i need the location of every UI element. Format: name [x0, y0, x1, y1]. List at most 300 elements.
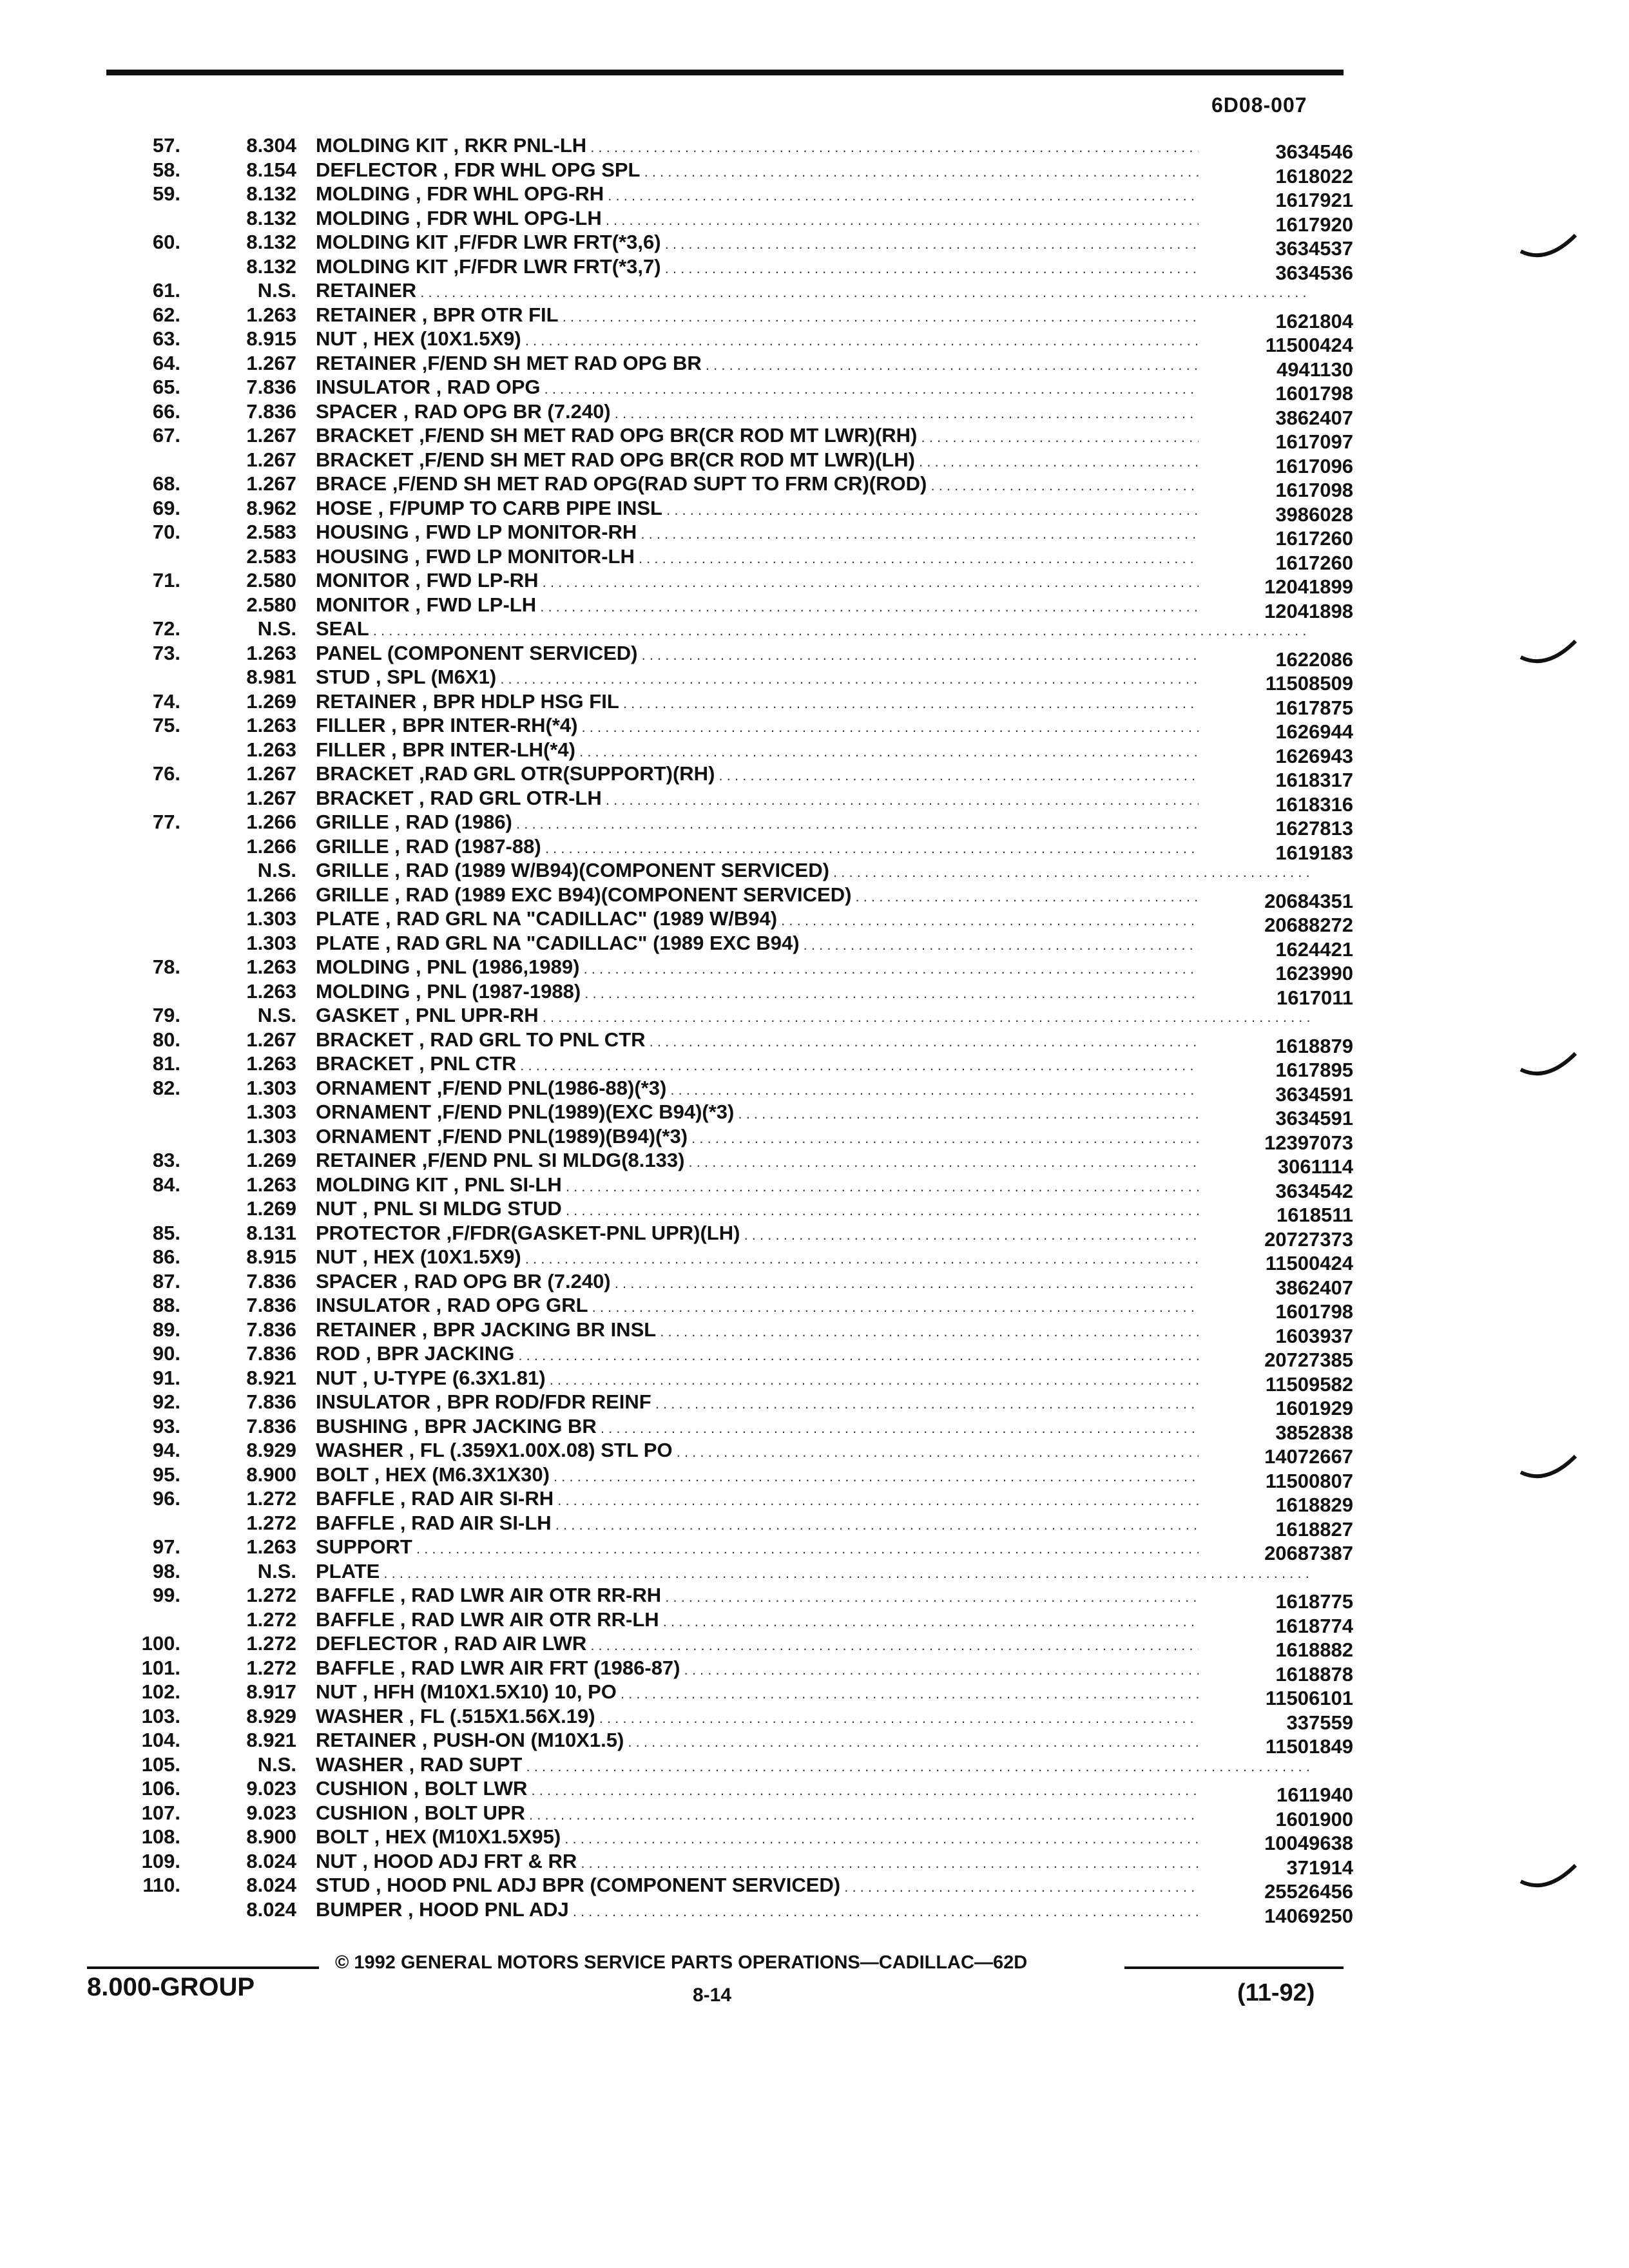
- table-row: [103, 1849, 1360, 1879]
- table-row: [103, 617, 1360, 642]
- table-row: [103, 279, 1360, 303]
- item-number: 79.: [152, 1004, 180, 1026]
- group-number: 8.921: [246, 1366, 296, 1389]
- group-number: 1.266: [246, 834, 296, 858]
- part-description: NUT , PNL SI MLDG STUD . . .: [316, 1197, 1311, 1220]
- part-number: 1617895: [1199, 1059, 1353, 1082]
- item-number: 101.: [141, 1656, 180, 1679]
- item-number: 100.: [141, 1632, 180, 1655]
- group-number: N.S.: [257, 1004, 296, 1026]
- item-number: 82.: [152, 1076, 180, 1099]
- part-description: BAFFLE , RAD AIR SI-LH . . .: [316, 1512, 1311, 1535]
- group-number: 1.272: [246, 1487, 296, 1510]
- part-number: 11501849: [1199, 1735, 1353, 1758]
- group-number: 7.836: [246, 399, 296, 423]
- item-number: 77.: [152, 811, 180, 833]
- part-description: BRACKET ,F/END SH MET RAD OPG BR(CR ROD MT LWR)(RH) . . .: [316, 424, 1311, 447]
- table-row: [103, 1777, 1360, 1806]
- part-number: 12397073: [1199, 1131, 1353, 1155]
- part-number: 10049638: [1199, 1832, 1353, 1855]
- part-description: WASHER , RAD SUPT . . .: [316, 1753, 1311, 1776]
- part-description: BRACKET , RAD GRL TO PNL CTR . . .: [316, 1028, 1311, 1052]
- part-description: MONITOR , FWD LP-LH . . .: [316, 593, 1311, 617]
- part-description: DEFLECTOR , FDR WHL OPG SPL . . .: [316, 159, 1311, 182]
- group-number: 1.263: [246, 303, 296, 326]
- part-description: NUT , HEX (10X1.5X9) . . .: [316, 327, 1311, 351]
- part-number: 20727373: [1199, 1228, 1353, 1251]
- footer-rule-right: [1124, 1966, 1344, 1969]
- item-number: 97.: [152, 1535, 180, 1558]
- part-number: 1617921: [1199, 189, 1353, 212]
- item-number: 73.: [152, 641, 180, 664]
- part-description: GRILLE , RAD (1987-88) . . .: [316, 835, 1311, 858]
- part-description: STUD , SPL (M6X1) . . .: [316, 666, 1311, 689]
- part-description: MOLDING , PNL (1987-1988) . . .: [316, 980, 1311, 1003]
- part-description: BAFFLE , RAD LWR AIR FRT (1986-87) . . .: [316, 1657, 1311, 1680]
- group-number: 8.915: [246, 1245, 296, 1268]
- part-number: 1618022: [1199, 165, 1353, 188]
- part-number: 1617260: [1199, 552, 1353, 575]
- item-number: 64.: [152, 351, 180, 374]
- item-number: 99.: [152, 1584, 180, 1606]
- part-number: 1618775: [1199, 1590, 1353, 1613]
- item-number: 58.: [152, 158, 180, 181]
- group-number: 1.269: [246, 689, 296, 713]
- group-number: 1.267: [246, 762, 296, 785]
- table-row: [103, 1584, 1360, 1613]
- part-description: SPACER , RAD OPG BR (7.240) . . .: [316, 400, 1311, 423]
- part-description: NUT , HFH (M10X1.5X10) 10, PO . . .: [316, 1680, 1311, 1704]
- part-description: INSULATOR , BPR ROD/FDR REINF . . .: [316, 1390, 1311, 1414]
- part-number: 14069250: [1199, 1905, 1353, 1928]
- table-row: [103, 1052, 1360, 1081]
- group-number: 9.023: [246, 1801, 296, 1824]
- table-row: [103, 1825, 1360, 1854]
- group-number: 8.154: [246, 158, 296, 181]
- part-description: RETAINER ,F/END PNL SI MLDG(8.133) . . .: [316, 1149, 1311, 1172]
- table-row: [103, 1414, 1360, 1444]
- item-number: 95.: [152, 1463, 180, 1486]
- part-number: 1603937: [1199, 1325, 1353, 1348]
- item-number: 57.: [152, 134, 180, 157]
- part-description: MOLDING , FDR WHL OPG-RH . . .: [316, 182, 1311, 206]
- table-row: [103, 231, 1360, 260]
- item-number: 75.: [152, 714, 180, 736]
- part-number: 1618827: [1199, 1518, 1353, 1541]
- table-row: [103, 641, 1360, 671]
- group-number: 8.929: [246, 1439, 296, 1461]
- table-row: [103, 1463, 1360, 1492]
- group-number: N.S.: [257, 859, 296, 881]
- part-number: 1601798: [1199, 382, 1353, 405]
- part-number: 11506101: [1199, 1687, 1353, 1710]
- part-description: HOSE , F/PUMP TO CARB PIPE INSL . . .: [316, 497, 1311, 520]
- group-number: 7.836: [246, 1318, 296, 1341]
- table-row: [103, 521, 1360, 550]
- part-description: BAFFLE , RAD LWR AIR OTR RR-LH . . .: [316, 1608, 1311, 1631]
- group-number: 9.023: [246, 1777, 296, 1800]
- table-row: [103, 327, 1360, 356]
- part-description: HOUSING , FWD LP MONITOR-LH . . .: [316, 545, 1311, 568]
- table-row: [103, 1511, 1360, 1541]
- item-number: 103.: [141, 1704, 180, 1727]
- table-row: [103, 1294, 1360, 1323]
- part-description: MOLDING KIT ,F/FDR LWR FRT(*3,6) . . .: [316, 231, 1311, 254]
- part-description: FILLER , BPR INTER-LH(*4) . . .: [316, 738, 1311, 762]
- part-number: 3061114: [1199, 1155, 1353, 1178]
- item-number: 90.: [152, 1342, 180, 1365]
- part-number: 20727385: [1199, 1349, 1353, 1372]
- footer-copyright: © 1992 GENERAL MOTORS SERVICE PARTS OPERATIONS—CADILLAC—62D: [335, 1952, 1028, 1973]
- item-number: 67.: [152, 424, 180, 447]
- part-description: DEFLECTOR , RAD AIR LWR . . .: [316, 1632, 1311, 1655]
- part-description: PROTECTOR ,F/FDR(GASKET-PNL UPR)(LH) . . .: [316, 1222, 1311, 1245]
- group-number: 7.836: [246, 1269, 296, 1293]
- table-row: [103, 544, 1360, 574]
- table-row: [103, 1197, 1360, 1226]
- part-description: PLATE . . .: [316, 1560, 1311, 1583]
- part-number: 1627813: [1199, 817, 1353, 840]
- group-number: 7.836: [246, 1342, 296, 1365]
- table-row: [103, 1100, 1360, 1129]
- group-number: N.S.: [257, 1753, 296, 1776]
- group-number: 1.263: [246, 714, 296, 736]
- item-number: 94.: [152, 1439, 180, 1461]
- group-number: 8.024: [246, 1898, 296, 1921]
- table-row: [103, 376, 1360, 405]
- item-number: 85.: [152, 1221, 180, 1244]
- part-description: GRILLE , RAD (1989 EXC B94)(COMPONENT SERVICED) . . .: [316, 883, 1311, 907]
- group-number: 1.269: [246, 1197, 296, 1220]
- table-row: [103, 1560, 1360, 1584]
- part-description: SEAL . . .: [316, 617, 1311, 640]
- table-row: [103, 1028, 1360, 1057]
- part-number: 11509582: [1199, 1373, 1353, 1396]
- table-row: [103, 399, 1360, 429]
- part-number: 1618879: [1199, 1035, 1353, 1058]
- table-row: [103, 714, 1360, 743]
- item-number: 107.: [141, 1801, 180, 1824]
- part-description: BRACE ,F/END SH MET RAD OPG(RAD SUPT TO FRM CR)(ROD) . . .: [316, 472, 1311, 495]
- item-number: 74.: [152, 689, 180, 713]
- table-row: [103, 1680, 1360, 1709]
- binder-hole-mark: [1518, 1859, 1579, 1898]
- item-number: 69.: [152, 496, 180, 519]
- table-row: [103, 1173, 1360, 1202]
- item-number: 109.: [141, 1849, 180, 1872]
- group-number: 1.303: [246, 1124, 296, 1148]
- part-description: PLATE , RAD GRL NA "CADILLAC" (1989 EXC B94) . . .: [316, 932, 1311, 955]
- part-number: 1617098: [1199, 479, 1353, 502]
- table-row: [103, 1076, 1360, 1106]
- item-number: 86.: [152, 1245, 180, 1268]
- part-description: NUT , U-TYPE (6.3X1.81) . . .: [316, 1367, 1311, 1390]
- part-number: 1617260: [1199, 527, 1353, 550]
- group-number: 8.132: [246, 231, 296, 253]
- part-number: 20688272: [1199, 914, 1353, 937]
- footer-rule-left: [87, 1966, 319, 1969]
- table-row: [103, 762, 1360, 791]
- group-number: 2.580: [246, 593, 296, 616]
- part-description: RETAINER . . .: [316, 279, 1311, 302]
- table-row: [103, 1318, 1360, 1347]
- group-number: 8.132: [246, 182, 296, 205]
- part-description: BAFFLE , RAD LWR AIR OTR RR-RH . . .: [316, 1584, 1311, 1607]
- table-row: [103, 134, 1360, 163]
- table-row: [103, 424, 1360, 453]
- table-row: [103, 496, 1360, 526]
- part-number: 1617875: [1199, 697, 1353, 720]
- part-number: 11500424: [1199, 334, 1353, 357]
- binder-hole-mark: [1518, 229, 1579, 267]
- table-row: [103, 907, 1360, 936]
- part-description: RETAINER ,F/END SH MET RAD OPG BR . . .: [316, 352, 1311, 375]
- table-row: [103, 1801, 1360, 1831]
- part-description: GRILLE , RAD (1986) . . .: [316, 811, 1311, 834]
- group-number: 1.272: [246, 1608, 296, 1631]
- group-number: 1.272: [246, 1511, 296, 1534]
- group-number: 1.263: [246, 1052, 296, 1075]
- part-number: 1618511: [1199, 1204, 1353, 1227]
- item-number: 87.: [152, 1269, 180, 1293]
- item-number: 110.: [142, 1874, 180, 1896]
- part-number: 1618316: [1199, 793, 1353, 816]
- table-row: [103, 859, 1360, 883]
- item-number: 63.: [152, 327, 180, 350]
- item-number: 80.: [152, 1028, 180, 1051]
- table-row: [103, 1221, 1360, 1251]
- table-row: [103, 303, 1360, 332]
- group-number: 1.263: [246, 1535, 296, 1558]
- part-description: RETAINER , BPR JACKING BR INSL . . .: [316, 1318, 1311, 1341]
- part-number: 1624421: [1199, 938, 1353, 961]
- table-row: [103, 1439, 1360, 1468]
- table-row: [103, 1366, 1360, 1396]
- part-description: CUSHION , BOLT UPR . . .: [316, 1802, 1311, 1825]
- part-number: 1621804: [1199, 310, 1353, 333]
- table-row: [103, 786, 1360, 816]
- part-number: 11508509: [1199, 672, 1353, 695]
- part-description: SPACER , RAD OPG BR (7.240) . . .: [316, 1270, 1311, 1293]
- group-number: 8.962: [246, 496, 296, 519]
- table-row: [103, 956, 1360, 985]
- document-code: 6D08-007: [1211, 93, 1307, 117]
- binder-hole-mark: [1518, 1047, 1579, 1086]
- group-number: 1.263: [246, 1173, 296, 1196]
- item-number: 88.: [152, 1294, 180, 1316]
- part-description: MOLDING , FDR WHL OPG-LH . . .: [316, 207, 1311, 230]
- group-number: 1.303: [246, 907, 296, 930]
- group-number: 1.263: [246, 641, 296, 664]
- table-row: [103, 1874, 1360, 1903]
- part-number: 3986028: [1199, 503, 1353, 526]
- footer-date: (11-92): [1237, 1979, 1315, 2006]
- top-rule: [106, 70, 1344, 75]
- part-description: NUT , HEX (10X1.5X9) . . .: [316, 1245, 1311, 1269]
- group-number: 1.303: [246, 1076, 296, 1099]
- table-row: [103, 931, 1360, 961]
- group-number: 7.836: [246, 1294, 296, 1316]
- part-number: 3634542: [1199, 1180, 1353, 1203]
- table-row: [103, 1390, 1360, 1419]
- part-number: 1618878: [1199, 1663, 1353, 1686]
- part-number: 11500807: [1199, 1470, 1353, 1493]
- group-number: 7.836: [246, 1414, 296, 1437]
- part-number: 1618829: [1199, 1494, 1353, 1517]
- table-row: [103, 1729, 1360, 1758]
- item-number: 81.: [152, 1052, 180, 1075]
- group-number: 1.267: [246, 1028, 296, 1051]
- item-number: 60.: [152, 231, 180, 253]
- part-description: HOUSING , FWD LP MONITOR-RH . . .: [316, 521, 1311, 544]
- part-description: INSULATOR , RAD OPG . . .: [316, 376, 1311, 399]
- table-row: [103, 206, 1360, 236]
- part-number: 1601798: [1199, 1300, 1353, 1323]
- part-number: 1601900: [1199, 1808, 1353, 1831]
- table-row: [103, 182, 1360, 211]
- footer-group: 8.000-GROUP: [87, 1973, 255, 2001]
- table-row: [103, 351, 1360, 381]
- table-row: [103, 1656, 1360, 1686]
- group-number: 8.900: [246, 1825, 296, 1848]
- group-number: 1.267: [246, 424, 296, 447]
- page-number: 8-14: [693, 1984, 732, 2006]
- group-number: 1.263: [246, 738, 296, 761]
- table-row: [103, 1487, 1360, 1516]
- part-number: 4941130: [1199, 358, 1353, 381]
- part-number: 3634536: [1199, 262, 1353, 285]
- part-number: 11500424: [1199, 1252, 1353, 1275]
- group-number: 8.131: [246, 1221, 296, 1244]
- part-description: BRACKET ,F/END SH MET RAD OPG BR(CR ROD MT LWR)(LH) . . .: [316, 448, 1311, 472]
- part-number: 1619183: [1199, 841, 1353, 865]
- item-number: 104.: [141, 1729, 180, 1751]
- item-number: 65.: [152, 376, 180, 398]
- group-number: N.S.: [257, 1559, 296, 1582]
- part-description: MOLDING KIT ,F/FDR LWR FRT(*3,7) . . .: [316, 255, 1311, 278]
- item-number: 98.: [152, 1559, 180, 1582]
- item-number: 61.: [152, 279, 180, 302]
- parts-list: [103, 134, 1360, 1927]
- table-row: [103, 1535, 1360, 1564]
- part-number: 371914: [1199, 1856, 1353, 1879]
- table-row: [103, 593, 1360, 622]
- part-number: 3862407: [1199, 1276, 1353, 1300]
- part-description: ORNAMENT ,F/END PNL(1986-88)(*3) . . .: [316, 1077, 1311, 1100]
- part-description: BAFFLE , RAD AIR SI-RH . . .: [316, 1487, 1311, 1510]
- part-description: SUPPORT . . .: [316, 1535, 1311, 1559]
- part-description: ORNAMENT ,F/END PNL(1989)(EXC B94)(*3) . . .: [316, 1100, 1311, 1124]
- part-number: 1617096: [1199, 455, 1353, 478]
- table-row: [103, 883, 1360, 912]
- part-number: 1617097: [1199, 430, 1353, 454]
- part-number: 20687387: [1199, 1542, 1353, 1565]
- item-number: 84.: [152, 1173, 180, 1196]
- part-description: MOLDING , PNL (1986,1989) . . .: [316, 956, 1311, 979]
- part-number: 20684351: [1199, 890, 1353, 913]
- group-number: 8.024: [246, 1849, 296, 1872]
- table-row: [103, 1608, 1360, 1637]
- item-number: 62.: [152, 303, 180, 326]
- part-description: WASHER , FL (.359X1.00X.08) STL PO . . .: [316, 1439, 1311, 1462]
- table-row: [103, 472, 1360, 501]
- part-description: MOLDING KIT , RKR PNL-LH . . .: [316, 134, 1311, 157]
- part-number: 1618317: [1199, 769, 1353, 792]
- part-number: 1622086: [1199, 648, 1353, 671]
- table-row: [103, 158, 1360, 187]
- table-row: [103, 834, 1360, 864]
- group-number: 1.263: [246, 979, 296, 1003]
- part-description: RETAINER , BPR OTR FIL . . .: [316, 303, 1311, 327]
- group-number: N.S.: [257, 279, 296, 302]
- item-number: 71.: [152, 569, 180, 591]
- part-description: BUSHING , BPR JACKING BR . . .: [316, 1415, 1311, 1438]
- item-number: 59.: [152, 182, 180, 205]
- table-row: [103, 1704, 1360, 1734]
- group-number: 1.263: [246, 956, 296, 978]
- table-row: [103, 1753, 1360, 1778]
- group-number: 1.269: [246, 1149, 296, 1171]
- part-number: 3634537: [1199, 237, 1353, 260]
- group-number: 8.929: [246, 1704, 296, 1727]
- part-number: 1618774: [1199, 1615, 1353, 1638]
- group-number: 8.304: [246, 134, 296, 157]
- table-row: [103, 979, 1360, 1009]
- part-description: BRACKET , PNL CTR . . .: [316, 1052, 1311, 1075]
- binder-hole-mark: [1518, 635, 1579, 673]
- table-row: [103, 448, 1360, 477]
- item-number: 102.: [141, 1680, 180, 1703]
- part-number: 25526456: [1199, 1880, 1353, 1903]
- group-number: 1.267: [246, 472, 296, 495]
- part-number: 1623990: [1199, 962, 1353, 985]
- part-description: ROD , BPR JACKING . . .: [316, 1342, 1311, 1365]
- part-number: 1617011: [1199, 986, 1353, 1010]
- part-number: 1626944: [1199, 720, 1353, 744]
- group-number: 1.267: [246, 351, 296, 374]
- group-number: 8.132: [246, 206, 296, 229]
- group-number: N.S.: [257, 617, 296, 640]
- group-number: 7.836: [246, 376, 296, 398]
- table-row: [103, 1149, 1360, 1178]
- item-number: 96.: [152, 1487, 180, 1510]
- part-number: 1601929: [1199, 1397, 1353, 1420]
- item-number: 83.: [152, 1149, 180, 1171]
- item-number: 106.: [141, 1777, 180, 1800]
- part-number: 12041899: [1199, 575, 1353, 599]
- group-number: 1.266: [246, 883, 296, 906]
- part-description: ORNAMENT ,F/END PNL(1989)(B94)(*3) . . .: [316, 1125, 1311, 1148]
- group-number: 8.132: [246, 255, 296, 278]
- part-description: MONITOR , FWD LP-RH . . .: [316, 569, 1311, 592]
- table-row: [103, 1269, 1360, 1299]
- group-number: 1.267: [246, 786, 296, 809]
- table-row: [103, 1245, 1360, 1274]
- item-number: 93.: [152, 1414, 180, 1437]
- table-row: [103, 1004, 1360, 1028]
- item-number: 105.: [141, 1753, 180, 1776]
- part-number: 12041898: [1199, 600, 1353, 623]
- part-number: 337559: [1199, 1711, 1353, 1735]
- part-number: 3634591: [1199, 1107, 1353, 1130]
- group-number: 2.580: [246, 569, 296, 591]
- item-number: 108.: [141, 1825, 180, 1848]
- part-number: 3634591: [1199, 1083, 1353, 1106]
- group-number: 1.266: [246, 811, 296, 833]
- part-description: BOLT , HEX (M10X1.5X95) . . .: [316, 1825, 1311, 1849]
- group-number: 1.272: [246, 1584, 296, 1606]
- group-number: 8.900: [246, 1463, 296, 1486]
